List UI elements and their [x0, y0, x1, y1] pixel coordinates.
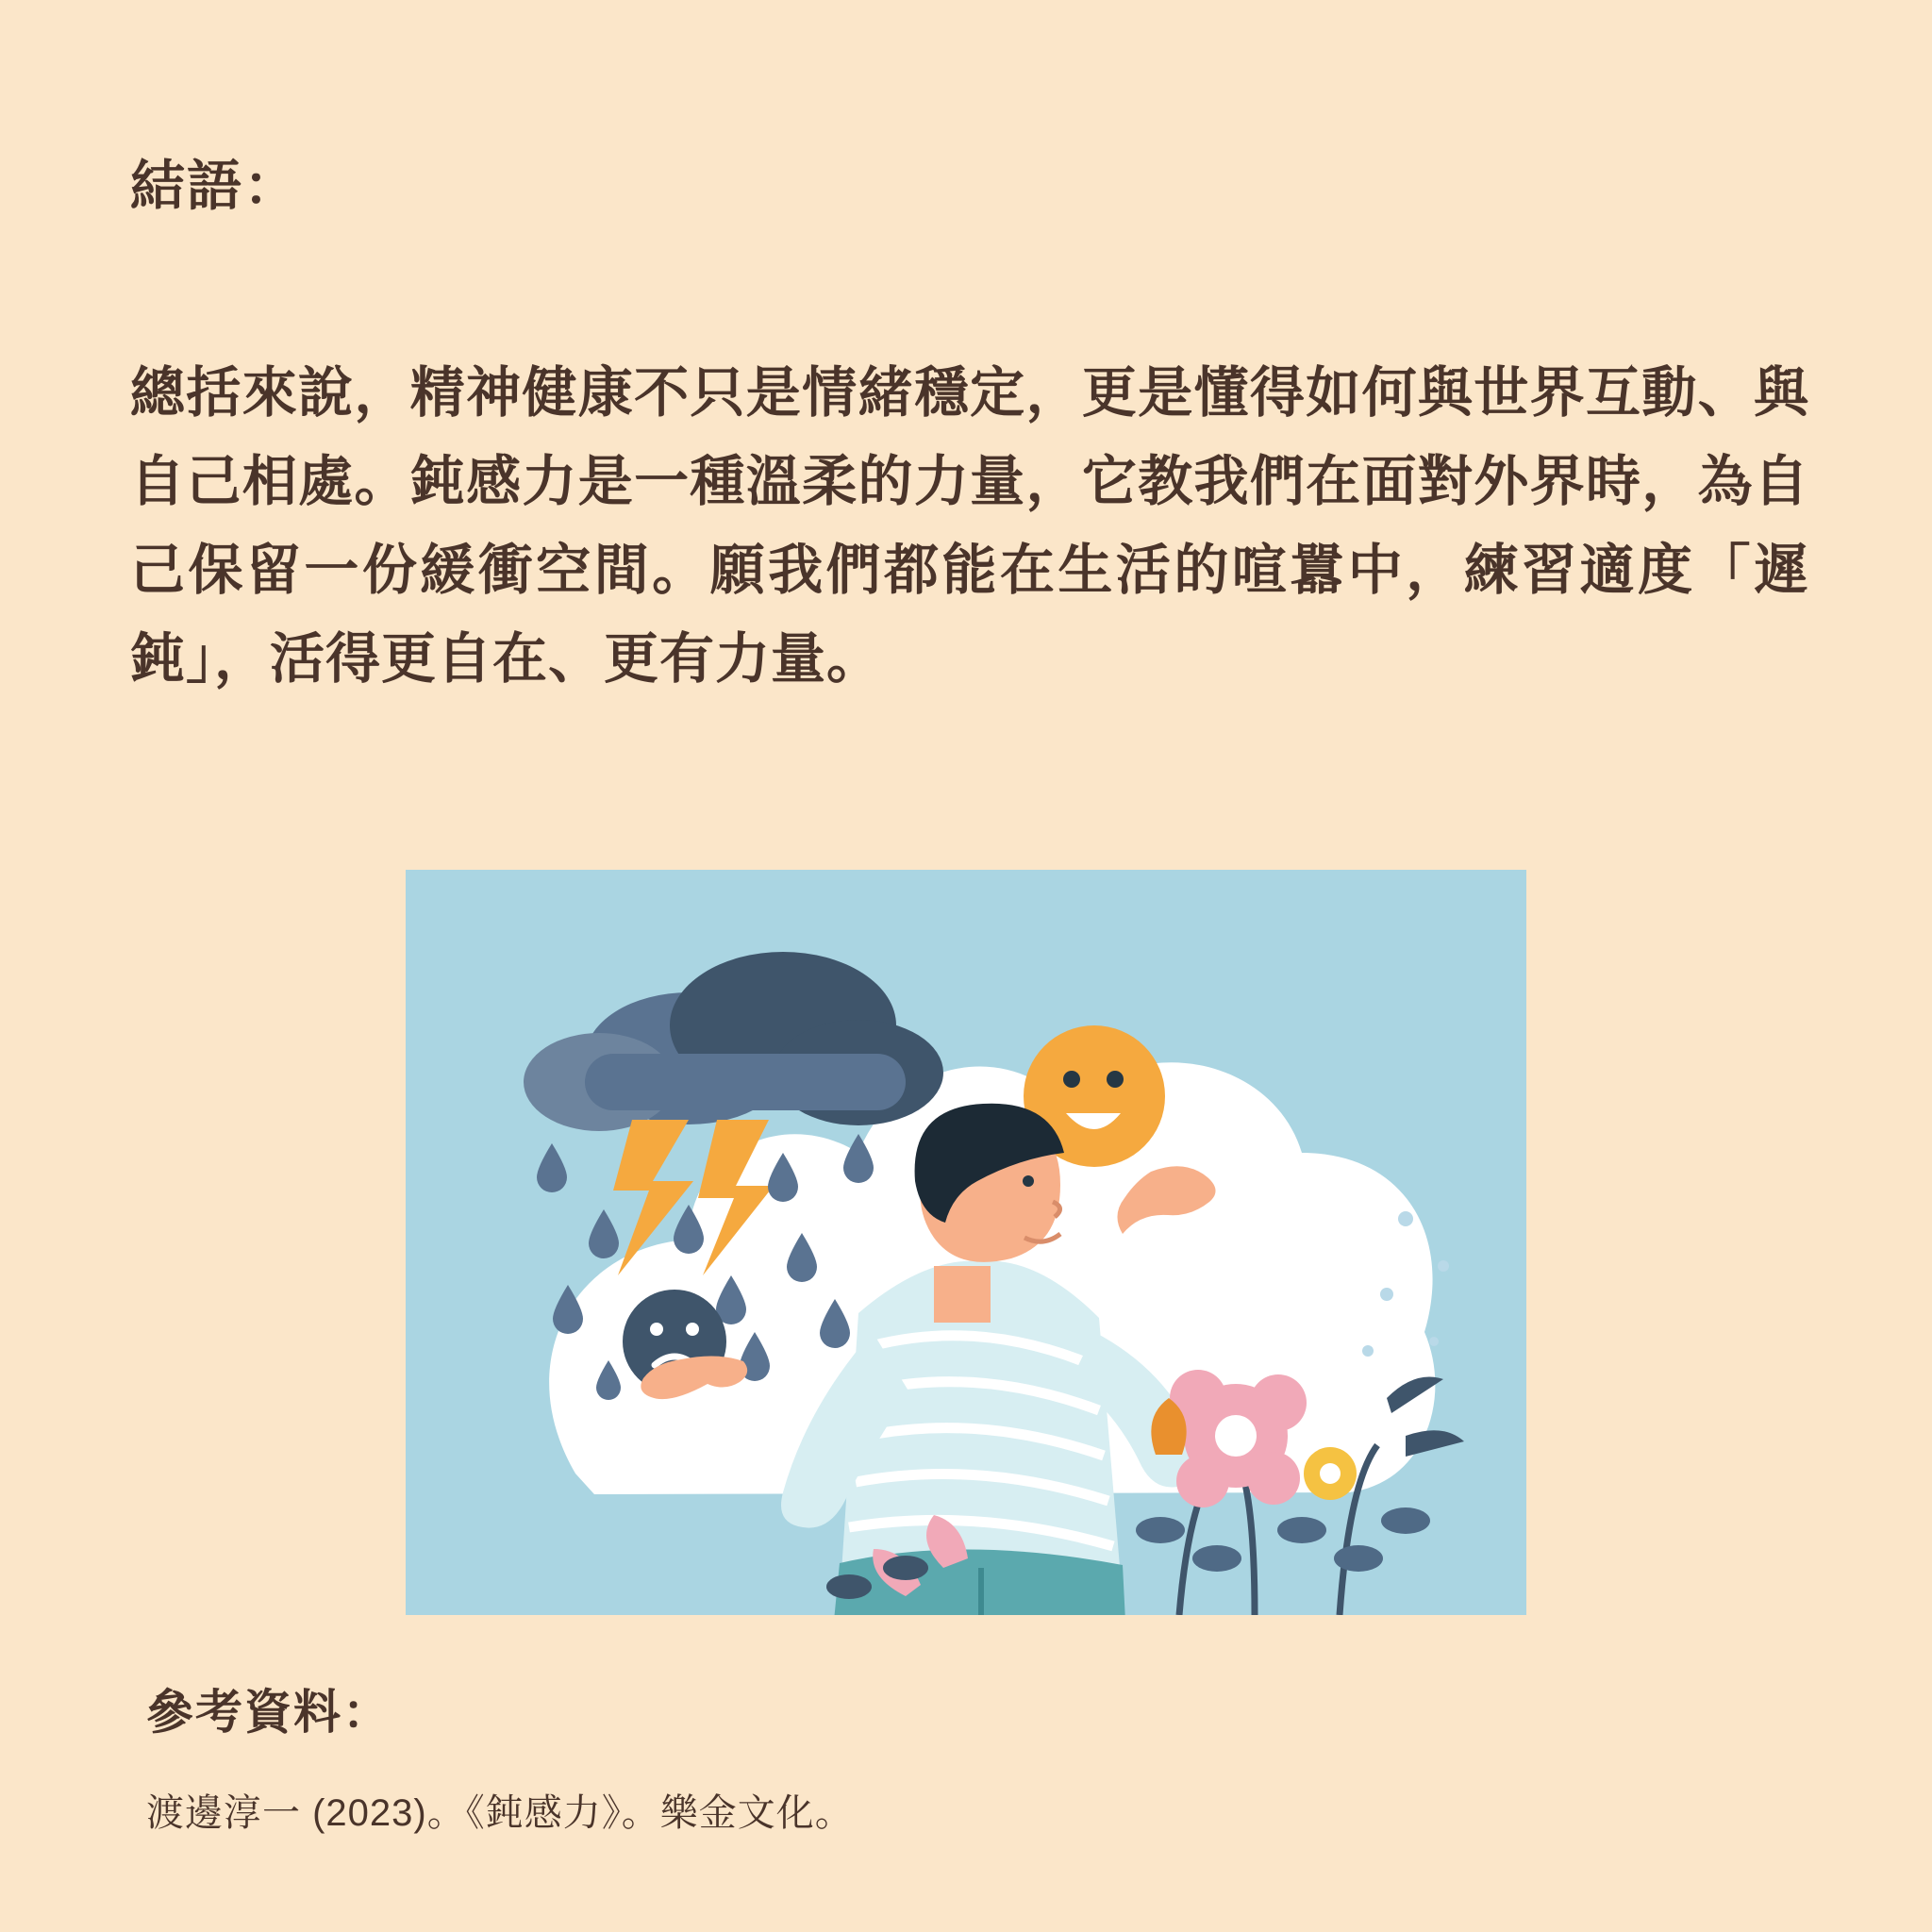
reference-text: 渡邊淳一 (2023)。《鈍感力》。樂金文化。	[146, 1792, 854, 1834]
page-title: 結語：	[130, 156, 301, 217]
illustration-svg	[406, 870, 1526, 1615]
body-paragraph: 總括來說，精神健康不只是情緒穩定，更是懂得如何與世界互動、與自己相處。鈍感力是一種溫柔的力量，它教我們在面對外界時，為自己保留一份緩衝空間。願我們都能在生活的喧囂中，練習適度「遲鈍」，活得更自在、更有力量。	[130, 362, 1809, 690]
reference-heading: 參考資料：	[146, 1686, 391, 1739]
illustration	[406, 870, 1526, 1615]
